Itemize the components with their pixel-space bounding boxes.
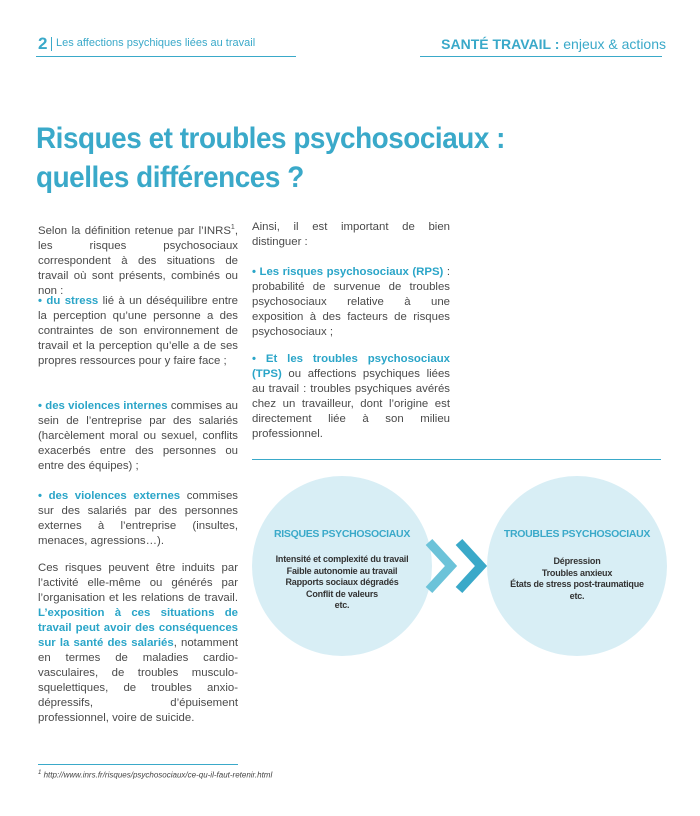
bullet: • <box>38 295 42 307</box>
section-divider <box>252 459 661 460</box>
header-separator <box>51 37 52 51</box>
running-header-right <box>441 36 666 52</box>
page-title <box>36 119 520 197</box>
list-item-lead: du stress <box>46 295 99 307</box>
footnote <box>38 770 272 780</box>
risk-factor: Intensité et complexité du travail <box>275 554 409 564</box>
list-item-rps <box>252 265 450 340</box>
title-line-1: Risques et troubles psychosociaux : <box>36 122 506 155</box>
list-item-internal-violence <box>38 399 238 474</box>
col2-intro: Ainsi, il est important de bien distinguer : <box>252 221 450 248</box>
title-line-2: quelles différences ? <box>36 161 304 194</box>
disorder-item: Troubles anxieux <box>541 567 613 578</box>
troubles-circle <box>487 476 667 656</box>
list-item-text: lié à un déséquilibre entre la perception qu’une personne a des contraintes de son environnement de travail et la perception qu’elle a de ses propres ressources pour y faire face ; <box>38 295 238 367</box>
bullet: • <box>252 266 256 278</box>
list-item-tps <box>252 352 450 442</box>
risk-factor: Faible autonomie au travail <box>286 565 398 576</box>
list-item-stress <box>38 294 238 369</box>
page-number: 2 <box>38 34 48 53</box>
list-item-lead: des violences externes <box>48 490 181 502</box>
running-header-left: Les affections psychiques liées au travail <box>56 37 256 49</box>
risks-circle <box>252 476 432 656</box>
col1-conclusion <box>38 561 238 726</box>
risks-circle-title: RISQUES PSYCHOSOCIAUX <box>273 528 411 540</box>
troubles-circle-list <box>487 556 667 602</box>
double-chevron-right-icon <box>425 536 495 596</box>
risk-factor: Rapports sociaux dégradés <box>285 577 399 587</box>
list-item-lead: des violences internes <box>45 400 168 412</box>
conclusion-highlight: L’exposition à ces situations de travail peut avoir des conséquences sur la santé des salariés <box>38 607 238 649</box>
list-item-text: commises au sein de l’entreprise par des salariés (harcèlement moral ou sexuel, conflits exacerbés entre des personnes ou entre des équipes) ; <box>38 400 239 472</box>
list-item-text: commises sur des salariés par des personnes externes à l’entreprise (insultes, menaces, agressions…). <box>38 490 238 547</box>
header-tagline: enjeux & actions <box>559 36 666 52</box>
list-item-text: : probabilité de survenue de troubles psychosociaux relative à une exposition à des facteurs de risques psychosociaux ; <box>252 266 450 338</box>
header-brand: SANTÉ TRAVAIL : <box>441 36 560 52</box>
intro-text: Selon la définition retenue par l’INRS <box>38 224 231 237</box>
header-rule-right <box>420 56 662 57</box>
bullet: • <box>252 353 256 365</box>
risk-factor: etc. <box>334 600 350 610</box>
list-item-lead: Et les troubles psychosociaux (TPS) <box>252 353 450 380</box>
list-item-text: ou affections psychiques liées au travail : troubles psychiques avérés chez un travailleur, dont l’origine est directement liée à son milieu professionnel. <box>252 368 450 440</box>
footnote-url[interactable]: http://www.inrs.fr/risques/psychosociaux/ce-qu-il-faut-retenir.html <box>43 770 273 780</box>
conclusion-text-cont: , notamment en termes de maladies cardio-vasculaires, de troubles musculo-squelettiques, de troubles anxio-dépressifs, d’épuisement professionnel, voire de suicide. <box>38 637 238 724</box>
list-item-lead: Les risques psychosociaux (RPS) <box>259 266 444 278</box>
footnote-ref: 1 <box>230 224 235 231</box>
troubles-circle-title: TROUBLES PSYCHOSOCIAUX <box>503 528 651 540</box>
footnote-number: 1 <box>38 770 42 776</box>
list-item-external-violence <box>38 489 238 549</box>
col1-intro <box>38 220 238 299</box>
bullet: • <box>38 490 42 502</box>
risks-circle-list <box>252 554 432 612</box>
disorder-item: Dépression <box>553 556 601 566</box>
footnote-rule <box>38 764 238 765</box>
conclusion-text: Ces risques peuvent être induits par l’activité elle-même ou générés par l’organisation et les relations de travail. <box>38 562 238 604</box>
disorder-item: etc. <box>569 590 585 601</box>
disorder-item: États de stress post-traumatique <box>510 579 644 589</box>
header-rule-left <box>36 56 296 57</box>
bullet: • <box>38 400 42 412</box>
intro-text-cont: , les risques psychosociaux correspondent à des situations de travail où sont présents, combinés ou non : <box>38 224 238 297</box>
risk-factor: Conflit de valeurs <box>306 588 378 599</box>
